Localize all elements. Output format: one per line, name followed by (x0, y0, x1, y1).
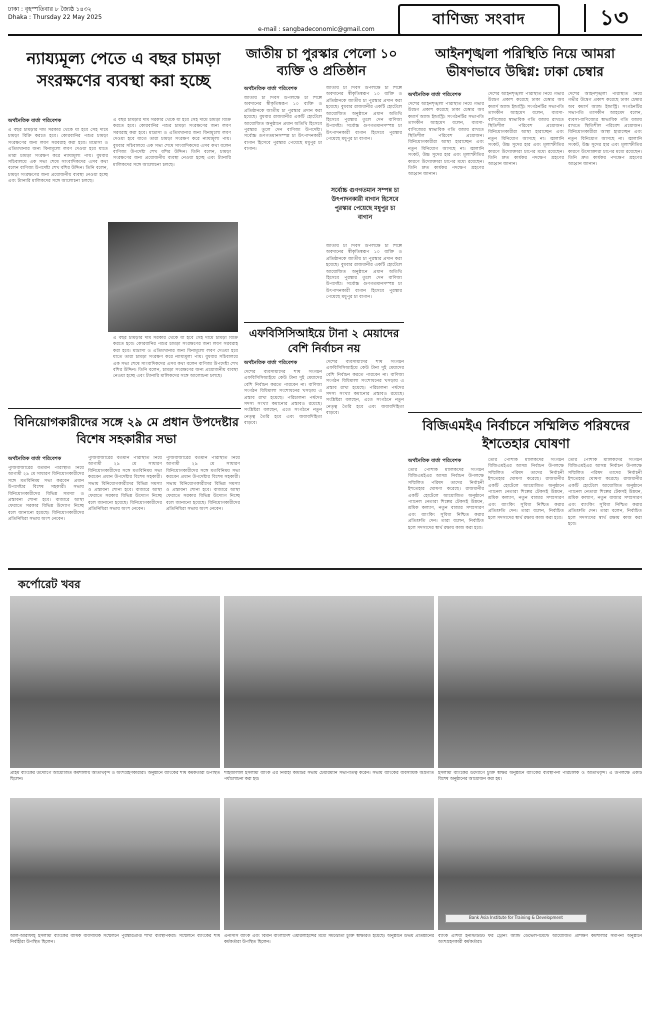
law-order-byline: অর্থনৈতিক বার্তা পরিবেশক (408, 92, 462, 98)
fbcci-column-1 (244, 360, 322, 540)
corporate-section-title: কর্পোরেট খবর (18, 578, 81, 591)
divider (408, 412, 642, 413)
law-order-body: দেশের আইনশৃঙ্খলা পরিস্থিতি নিয়ে গভীর উদ্বেগ প্রকাশ করেছে ঢাকা চেম্বার অব কমার্স অ্যান্ড ইন্ডাস্ট্রি। সংগঠনটির সভাপতি তাসকীন আহমেদ বলেন, ব্যবসা-বাণিজ্যের স্বাভাবিক গতি বজায় রাখতে স্থিতিশীল পরিবেশ প্রয়োজন। বিনিয়োগকারীরা আস্থা হারাচ্ছেন এবং নতুন বিনিয়োগ আসছে না। জ্বালানি সংকট, উচ্চ সুদের হার এবং মূল্যস্ফীতির কারণে উদ্যোক্তারা চাপের মধ্যে রয়েছেন। তিনি দ্রুত কার্যকর পদক্ষেপ গ্রহণের আহ্বান জানান। (408, 102, 484, 178)
bank-asia-banner: Bank Asia Institute for Training & Development (445, 914, 587, 923)
bgmea-column-1 (408, 458, 484, 568)
bgmea-body: তৈরি পোশাক মালিকদের সংগঠন বিজিএমইএর আসন্ন নির্বাচন উপলক্ষে সম্মিলিত পরিষদ তাদের নির্বাচনী ইশতেহার ঘোষণা করেছে। রাজধানীর একটি হোটেলে আয়োজিত অনুষ্ঠানে প্যানেল নেতারা শিল্পের টেকসই উন্নয়ন, শ্রমিক কল্যাণ, নতুন বাজার সম্প্রসারণ এবং ব্যাংকিং সুবিধা নিশ্চিত করার প্রতিশ্রুতি দেন। তারা বলেন, নির্বাচিত হলে সদস্যদের স্বার্থ রক্ষায় কাজ করা হবে। (408, 468, 484, 531)
divider (244, 322, 404, 323)
section-divider (8, 568, 642, 570)
law-order-column-1 (408, 92, 484, 412)
law-order-body-col3: দেশের আইনশৃঙ্খলা পরিস্থিতি নিয়ে গভীর উদ্বেগ প্রকাশ করেছে ঢাকা চেম্বার অব কমার্স অ্যান্ড ইন্ডাস্ট্রি। সংগঠনটির সভাপতি তাসকীন আহমেদ বলেন, ব্যবসা-বাণিজ্যের স্বাভাবিক গতি বজায় রাখতে স্থিতিশীল পরিবেশ প্রয়োজন। বিনিয়োগকারীরা আস্থা হারাচ্ছেন এবং নতুন বিনিয়োগ আসছে না। জ্বালানি সংকট, উচ্চ সুদের হার এবং মূল্যস্ফীতির কারণে উদ্যোক্তারা চাপের মধ্যে রয়েছেন। তিনি দ্রুত কার্যকর পদক্ষেপ গ্রহণের আহ্বান জানান। (568, 92, 642, 168)
investors-column-1 (8, 456, 84, 566)
bgmea-body-col3: তৈরি পোশাক মালিকদের সংগঠন বিজিএমইএর আসন্ন নির্বাচন উপলক্ষে সম্মিলিত পরিষদ তাদের নির্বাচনী ইশতেহার ঘোষণা করেছে। রাজধানীর একটি হোটেলে আয়োজিত অনুষ্ঠানে প্যানেল নেতারা শিল্পের টেকসই উন্নয়ন, শ্রমিক কল্যাণ, নতুন বাজার সম্প্রসারণ এবং ব্যাংকিং সুবিধা নিশ্চিত করার প্রতিশ্রুতি দেন। তারা বলেন, নির্বাচিত হলে সদস্যদের স্বার্থ রক্ষায় কাজ করা হবে। (568, 458, 642, 528)
fbcci-byline: অর্থনৈতিক বার্তা পরিবেশক (244, 360, 298, 366)
fbcci-body-col2: দেশের ব্যবসায়ীদের শীর্ষ সংগঠন এফবিসিসিআইয়ে কেউ টানা দুই মেয়াদের বেশি নির্বাচন করতে পারবেন না। বাণিজ্য সংগঠন বিধিমালা সংশোধনের খসড়ায় এ প্রস্তাব রাখা হয়েছে। পরিচালনা পর্ষদের সদস্য সংখ্যা কমানোর প্রস্তাবও রয়েছে। সংশ্লিষ্টরা বলছেন, এতে সংগঠনে নতুন নেতৃত্ব তৈরি হবে এবং জবাবদিহিতা বাড়বে। (326, 360, 404, 417)
corporate-photo-5 (224, 798, 434, 930)
corporate-photo-6 (438, 798, 642, 930)
award-byline: অর্থনৈতিক বার্তা পরিবেশক (244, 86, 298, 92)
bgmea-headline: বিজিএমইএ নির্বাচনে সম্মিলিত পরিষদের ইশতেহার ঘোষণা (422, 419, 630, 452)
masthead-dates (8, 6, 102, 22)
bgmea-byline: অর্থনৈতিক বার্তা পরিবেশক (408, 458, 462, 464)
award-headline: জাতীয় চা পুরস্কার পেলো ১০ ব্যক্তি ও প্রতিষ্ঠান (245, 47, 398, 79)
page-number: ১৩ (584, 4, 642, 32)
date-english: Dhaka : Thursday 22 May 2025 (8, 14, 102, 21)
investors-byline: অর্থনৈতিক বার্তা পরিবেশক (8, 456, 62, 462)
corporate-photo-2 (224, 596, 434, 768)
law-order-headline: আইনশৃঙ্খলা পরিস্থিতি নিয়ে আমরা ভীষণভাবে উদ্বিগ্ন: ঢাকা চেম্বার (435, 47, 615, 80)
corporate-caption-6: ব্যাংক এশিয়া ইনস্টিটিউট ফর ট্রেনিং অ্যান্ড ডেভেলপমেন্টে আয়োজিত প্রশিক্ষণ কর্মশালার সমাপনী অনুষ্ঠানে অংশগ্রহণকারী কর্মকর্তারা। (438, 934, 642, 945)
leather-headline: ন্যায্যমূল্য পেতে এ বছর চামড়া সংরক্ষণের ব্যবস্থা করা হচ্ছে (26, 49, 221, 90)
leather-body-col3: এ বছর চামড়ার দাম সরকার থেকে যা হবে সেই দামে চামড়া বিক্রি করতে হবে। কোরবানির পশুর চামড়া সংরক্ষণের জন্য লবণ সরবরাহ করা হবে। মাদ্রাসা ও এতিমখানার জন্য বিনামূল্যে লবণ দেওয়া হবে যাতে তারা চামড়া সংরক্ষণ করে ন্যায্যমূল্য পায়। বুধবার সচিবালয়ে এক সভা শেষে সাংবাদিকদের এসব কথা বলেন বাণিজ্য উপদেষ্টা শেখ বশির উদ্দিন। তিনি বলেন, চামড়া সংরক্ষণের জন্য প্রয়োজনীয় ব্যবস্থা নেওয়া হচ্ছে এবং ট্যানারি মালিকদের সঙ্গে আলোচনা চলছে। (113, 336, 238, 380)
corporate-photo-4 (10, 798, 220, 930)
masthead (8, 4, 642, 36)
fbcci-body: দেশের ব্যবসায়ীদের শীর্ষ সংগঠন এফবিসিসিআইয়ে কেউ টানা দুই মেয়াদের বেশি নির্বাচন করতে পারবেন না। বাণিজ্য সংগঠন বিধিমালা সংশোধনের খসড়ায় এ প্রস্তাব রাখা হয়েছে। পরিচালনা পর্ষদের সদস্য সংখ্যা কমানোর প্রস্তাবও রয়েছে। সংশ্লিষ্টরা বলছেন, এতে সংগঠনে নতুন নেতৃত্ব তৈরি হবে এবং জবাবদিহিতা বাড়বে। (244, 370, 322, 427)
bgmea-body-col2: তৈরি পোশাক মালিকদের সংগঠন বিজিএমইএর আসন্ন নির্বাচন উপলক্ষে সম্মিলিত পরিষদ তাদের নির্বাচনী ইশতেহার ঘোষণা করেছে। রাজধানীর একটি হোটেলে আয়োজিত অনুষ্ঠানে প্যানেল নেতারা শিল্পের টেকসই উন্নয়ন, শ্রমিক কল্যাণ, নতুন বাজার সম্প্রসারণ এবং ব্যাংকিং সুবিধা নিশ্চিত করার প্রতিশ্রুতি দেন। তারা বলেন, নির্বাচিত হলে সদস্যদের স্বার্থ রক্ষায় কাজ করা হবে। (488, 458, 564, 521)
award-body-col3: জাতীয় চা দিবস উপলক্ষে চা শিল্পে অবদানের স্বীকৃতিস্বরূপ ১০ ব্যক্তি ও প্রতিষ্ঠানকে জাতীয় চা পুরস্কার প্রদান করা হয়েছে। বুধবার রাজধানীর একটি হোটেলে আয়োজিত অনুষ্ঠানে প্রধান অতিথি হিসেবে পুরস্কার তুলে দেন বাণিজ্য উপদেষ্টা। সর্বোচ্চ গুণগতমানসম্পন্ন চা উৎপাদনকারী বাগান হিসেবে পুরস্কার পেয়েছে মধুপুর চা বাগান। (326, 244, 402, 301)
corporate-caption-4: আল-আরাফাহ্ ইসলামী ব্যাংকের বার্ষিক ব্যবসায়িক সম্মেলনে পুরস্কারপ্রাপ্ত শাখা ব্যবস্থাপকরা। সম্মেলনে ব্যাংকের শীর্ষ নির্বাহীরা উপস্থিত ছিলেন। (10, 934, 220, 945)
newspaper-title: বাণিজ্য সংবাদ (398, 4, 560, 36)
award-column-1 (244, 86, 322, 328)
leather-photo (108, 222, 238, 332)
corporate-caption-2: শাহজালাল ইসলামী ব্যাংক এর নির্বাহী কমিটির সভায় চেয়ারম্যান সভাপতিত্ব করেন। সভায় ব্যাংকের ব্যবসায়িক অগ্রগতি পর্যালোচনা করা হয়। (224, 771, 434, 782)
award-pullquote: সর্বোচ্চ গুণগতমান সম্পন্ন চা উৎপাদনকারী বাগান হিসেবে পুরস্কার পেয়েছে মধুপুর চা বাগান (331, 187, 399, 221)
leather-body: এ বছর চামড়ার দাম সরকার থেকে যা হবে সেই দামে চামড়া বিক্রি করতে হবে। কোরবানির পশুর চামড়া সংরক্ষণের জন্য লবণ সরবরাহ করা হবে। মাদ্রাসা ও এতিমখানার জন্য বিনামূল্যে লবণ দেওয়া হবে যাতে তারা চামড়া সংরক্ষণ করে ন্যায্যমূল্য পায়। বুধবার সচিবালয়ে এক সভা শেষে সাংবাদিকদের এসব কথা বলেন বাণিজ্য উপদেষ্টা শেখ বশির উদ্দিন। তিনি বলেন, চামড়া সংরক্ষণের জন্য প্রয়োজনীয় ব্যবস্থা নেওয়া হচ্ছে এবং ট্যানারি মালিকদের সঙ্গে আলোচনা চলছে। (8, 128, 108, 185)
corporate-photo-3 (438, 596, 642, 768)
corporate-photo-1 (10, 596, 220, 768)
investors-body: পুঁজিবাজারের বর্তমান পরিস্থিতি নিয়ে আগামী ২৯ মে সাধারণ বিনিয়োগকারীদের সঙ্গে মতবিনিময় সভা করবেন প্রধান উপদেষ্টার বিশেষ সহকারী। সভায় বিনিয়োগকারীদের বিভিন্ন সমস্যা ও প্রস্তাবনা শোনা হবে। বাজারে আস্থা ফেরাতে সরকার বিভিন্ন উদ্যোগ নিচ্ছে বলে জানানো হয়েছে। বিনিয়োগকারীদের প্রতিনিধিরা সভায় অংশ নেবেন। (8, 466, 84, 523)
corporate-caption-1: প্রাইম ব্যাংকের উদ্যোগে আয়োজিত কর্মশালায় অতিথিবৃন্দ ও অংশগ্রহণকারীরা। অনুষ্ঠানে ব্যাংকের শীর্ষ কর্মকর্তারা উপস্থিত ছিলেন। (10, 771, 220, 782)
fbcci-headline: এফবিসিসিআইয়ে টানা ২ মেয়াদের বেশি নির্বাচন নয় (248, 327, 400, 355)
investors-body-col2: পুঁজিবাজারের বর্তমান পরিস্থিতি নিয়ে আগামী ২৯ মে সাধারণ বিনিয়োগকারীদের সঙ্গে মতবিনিময় সভা করবেন প্রধান উপদেষ্টার বিশেষ সহকারী। সভায় বিনিয়োগকারীদের বিভিন্ন সমস্যা ও প্রস্তাবনা শোনা হবে। বাজারে আস্থা ফেরাতে সরকার বিভিন্ন উদ্যোগ নিচ্ছে বলে জানানো হয়েছে। বিনিয়োগকারীদের প্রতিনিধিরা সভায় অংশ নেবেন। (88, 456, 162, 513)
award-body-col2: জাতীয় চা দিবস উপলক্ষে চা শিল্পে অবদানের স্বীকৃতিস্বরূপ ১০ ব্যক্তি ও প্রতিষ্ঠানকে জাতীয় চা পুরস্কার প্রদান করা হয়েছে। বুধবার রাজধানীর একটি হোটেলে আয়োজিত অনুষ্ঠানে প্রধান অতিথি হিসেবে পুরস্কার তুলে দেন বাণিজ্য উপদেষ্টা। সর্বোচ্চ গুণগতমানসম্পন্ন চা উৎপাদনকারী বাগান হিসেবে পুরস্কার পেয়েছে মধুপুর চা বাগান। (326, 86, 402, 143)
leather-body-col2: এ বছর চামড়ার দাম সরকার থেকে যা হবে সেই দামে চামড়া বিক্রি করতে হবে। কোরবানির পশুর চামড়া সংরক্ষণের জন্য লবণ সরবরাহ করা হবে। মাদ্রাসা ও এতিমখানার জন্য বিনামূল্যে লবণ দেওয়া হবে যাতে তারা চামড়া সংরক্ষণ করে ন্যায্যমূল্য পায়। বুধবার সচিবালয়ে এক সভা শেষে সাংবাদিকদের এসব কথা বলেন বাণিজ্য উপদেষ্টা শেখ বশির উদ্দিন। তিনি বলেন, চামড়া সংরক্ষণের জন্য প্রয়োজনীয় ব্যবস্থা নেওয়া হচ্ছে এবং ট্যানারি মালিকদের সঙ্গে আলোচনা চলছে। (113, 118, 231, 168)
divider (8, 408, 241, 409)
investors-headline: বিনিয়োগকারীদের সঙ্গে ২৯ মে প্রধান উপদেষ্টার বিশেষ সহকারীর সভা (14, 415, 239, 446)
masthead-email: e-mail : sangbadeconomic@gmail.com (258, 26, 375, 33)
leather-column-1 (8, 118, 108, 413)
corporate-caption-3: ইসলামী ব্যাংকের উদ্যোগে চুক্তি স্বাক্ষর অনুষ্ঠানে ব্যাংকের ব্যবস্থাপনা পরিচালক ও অতিথিবৃন্দ। এ উপলক্ষে একটি বিশেষ অনুষ্ঠানের আয়োজন করা হয়। (438, 771, 642, 782)
law-order-body-col2: দেশের আইনশৃঙ্খলা পরিস্থিতি নিয়ে গভীর উদ্বেগ প্রকাশ করেছে ঢাকা চেম্বার অব কমার্স অ্যান্ড ইন্ডাস্ট্রি। সংগঠনটির সভাপতি তাসকীন আহমেদ বলেন, ব্যবসা-বাণিজ্যের স্বাভাবিক গতি বজায় রাখতে স্থিতিশীল পরিবেশ প্রয়োজন। বিনিয়োগকারীরা আস্থা হারাচ্ছেন এবং নতুন বিনিয়োগ আসছে না। জ্বালানি সংকট, উচ্চ সুদের হার এবং মূল্যস্ফীতির কারণে উদ্যোক্তারা চাপের মধ্যে রয়েছেন। তিনি দ্রুত কার্যকর পদক্ষেপ গ্রহণের আহ্বান জানান। (488, 92, 564, 168)
award-body: জাতীয় চা দিবস উপলক্ষে চা শিল্পে অবদানের স্বীকৃতিস্বরূপ ১০ ব্যক্তি ও প্রতিষ্ঠানকে জাতীয় চা পুরস্কার প্রদান করা হয়েছে। বুধবার রাজধানীর একটি হোটেলে আয়োজিত অনুষ্ঠানে প্রধান অতিথি হিসেবে পুরস্কার তুলে দেন বাণিজ্য উপদেষ্টা। সর্বোচ্চ গুণগতমানসম্পন্ন চা উৎপাদনকারী বাগান হিসেবে পুরস্কার পেয়েছে মধুপুর চা বাগান। (244, 96, 322, 153)
corporate-caption-5: এনসিসি ব্যাংক এবং বিমান বাংলাদেশ এয়ারলাইন্সের মধ্যে সমঝোতা চুক্তি স্বাক্ষরিত হয়েছে। অনুষ্ঠানে উভয় প্রতিষ্ঠানের কর্মকর্তারা উপস্থিত ছিলেন। (224, 934, 434, 945)
date-bengali: ঢাকা : বৃহস্পতিবার ৮ জ্যৈষ্ঠ ১৪৩২ (8, 6, 92, 13)
investors-body-col3: পুঁজিবাজারের বর্তমান পরিস্থিতি নিয়ে আগামী ২৯ মে সাধারণ বিনিয়োগকারীদের সঙ্গে মতবিনিময় সভা করবেন প্রধান উপদেষ্টার বিশেষ সহকারী। সভায় বিনিয়োগকারীদের বিভিন্ন সমস্যা ও প্রস্তাবনা শোনা হবে। বাজারে আস্থা ফেরাতে সরকার বিভিন্ন উদ্যোগ নিচ্ছে বলে জানানো হয়েছে। বিনিয়োগকারীদের প্রতিনিধিরা সভায় অংশ নেবেন। (166, 456, 240, 513)
leather-byline: অর্থনৈতিক বার্তা পরিবেশক (8, 118, 62, 124)
